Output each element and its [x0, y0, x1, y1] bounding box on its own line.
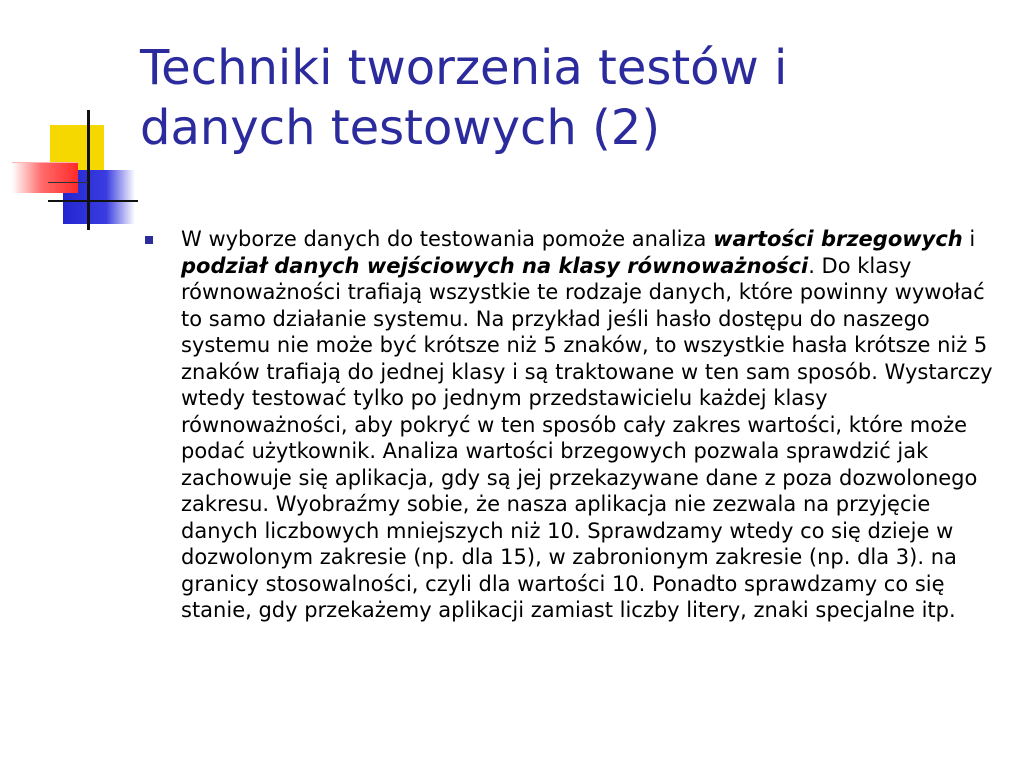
title-line-2: danych testowych (2)	[140, 100, 661, 156]
term-equivalence-partitioning: podział danych wejściowych na klasy równoważności	[181, 253, 809, 278]
bullet-text-part-2: i	[962, 227, 976, 251]
red-bar-decoration	[12, 162, 78, 193]
horizontal-line-decoration	[48, 200, 138, 202]
bullet-text-part-3: . Do klasy równoważności trafiają wszystkie te rodzaje danych, które powinny wywołać to samo działanie systemu. Na przykład jeśli hasło dostępu do naszego systemu nie może być krótsze niż 5 znaków, to wszystkie hasła krótsze niż 5 znaków trafiają do jednej klasy i są traktowane w ten sam sposób. Wystarczy wtedy testować tylko po jednym przedstawicielu każdej klasy równoważności, aby pokryć w ten sposób cały zakres wartości, które może podać użytkownik. Analiza wartości brzegowych pozwala sprawdzić jak zachowuje się aplikacja, gdy są jej przekazywane dane z poza dozwolonego zakresu. Wyobraźmy sobie, że nasza aplikacja nie zezwala na przyjęcie danych liczbowych mniejszych niż 10. Sprawdzamy wtedy co się dzieje w dozwolonym zakresie (np. dla 15), w zabronionym zakresie (np. dla 3). na granicy stosowalności, czyli dla wartości 10. Ponadto sprawdzamy co się stanie, gdy przekażemy aplikacji zamiast liczby litery, znaki specjalne itp.	[181, 253, 993, 622]
term-boundary-values: wartości brzegowych	[713, 227, 963, 251]
vertical-line-decoration	[87, 110, 90, 230]
square-bullet-icon	[145, 236, 153, 244]
short-line-decoration	[48, 182, 88, 183]
bullet-text	[181, 226, 993, 624]
bullet-item	[145, 226, 1005, 624]
bullet-text-part-1: W wyborze danych do testowania pomoże analiza	[181, 227, 714, 251]
slide-content	[145, 226, 1005, 624]
slide-title	[140, 38, 1000, 158]
title-line-1: Techniki tworzenia testów i	[140, 40, 788, 96]
